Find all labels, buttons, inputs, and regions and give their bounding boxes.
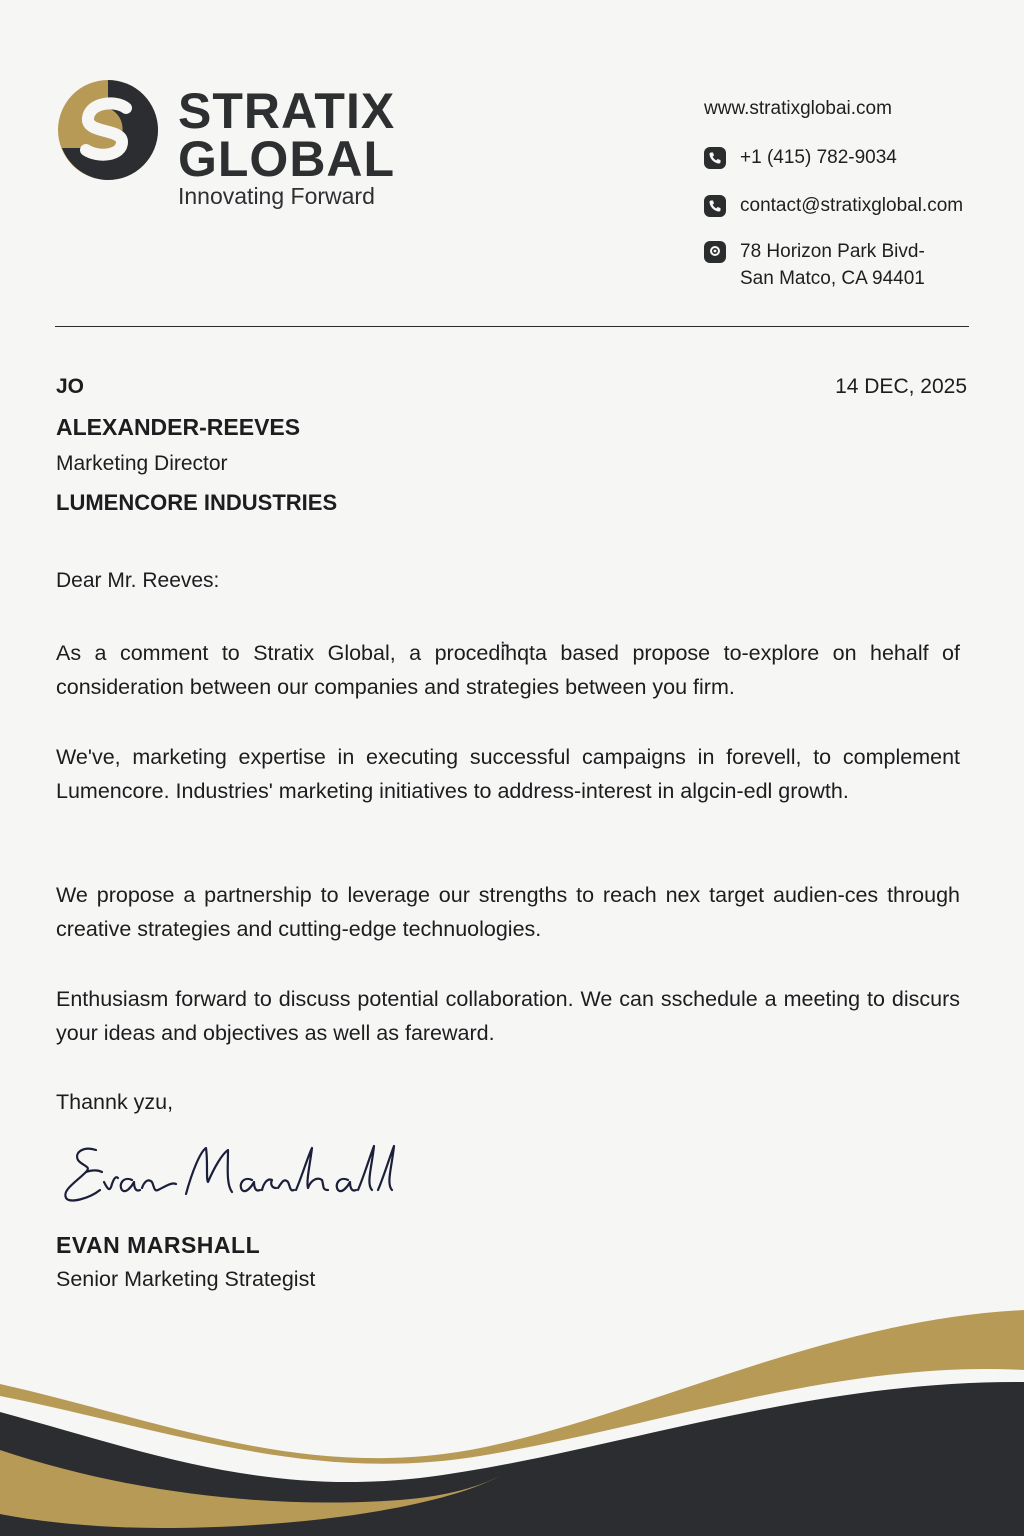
phone-icon bbox=[704, 147, 726, 169]
body-paragraph-1: As a comment to Stratix Global, a procedi̇̂hqta based propose to-explore on hehalf of consideration between our companies and strategies between you firm. bbox=[56, 641, 960, 699]
contact-phone[interactable] bbox=[704, 144, 897, 171]
recipient-company: LUMENCORE INDUSTRIES bbox=[56, 490, 338, 515]
contact-address bbox=[704, 238, 925, 292]
sender-title: Senior Marketing Strategist bbox=[56, 1267, 316, 1291]
sender-name: EVAN MARSHALL bbox=[56, 1232, 261, 1258]
recipient-title: Marketing Director bbox=[56, 452, 228, 475]
location-icon bbox=[704, 241, 726, 263]
body-paragraph-3: We propose a partnership to leverage our strengths to reach nex target audien-ces through creative strategies and cutting-edge technuologies. bbox=[56, 883, 960, 941]
body-paragraph-4: Enthusiasm forward to discuss potential collaboration. We can sschedule a meeting to discurs your ideas and objectives as well as fareward. bbox=[56, 987, 960, 1045]
brand-name-line2: GLOBAL bbox=[178, 131, 396, 187]
footer-wave-decoration bbox=[0, 1300, 1024, 1536]
body-paragraph-2: We've, marketing expertise in executing successful campaigns in forevell, to complement Lumencore. Industries' marketing initiatives to address-interest in algcin-edl growth. bbox=[56, 745, 960, 803]
contact-email[interactable] bbox=[704, 192, 963, 219]
email-address: contact@stratixglobal.com bbox=[740, 195, 964, 216]
closing: Thannk yzu, bbox=[56, 1090, 174, 1114]
address-line1: 78 Horizon Park Bivd- bbox=[740, 241, 925, 262]
handwritten-signature bbox=[56, 1132, 396, 1212]
letter-date: 14 DEC, 2025 bbox=[835, 375, 967, 398]
mail-icon bbox=[704, 195, 726, 217]
to-label: JO bbox=[56, 375, 85, 398]
header-divider bbox=[55, 326, 969, 327]
website-link[interactable]: www.stratixglobai.com bbox=[704, 98, 892, 119]
address-line2: San Matco, CA 94401 bbox=[740, 268, 925, 289]
stratix-logo-icon bbox=[56, 78, 160, 182]
brand-name-line1: STRATIX bbox=[178, 83, 396, 139]
brand-tagline: Innovating Forward bbox=[178, 183, 375, 209]
phone-number: +1 (415) 782-9034 bbox=[740, 147, 897, 168]
salutation: Dear Mr. Reeves: bbox=[56, 569, 220, 592]
recipient-name: ALEXANDER-REEVES bbox=[56, 414, 301, 440]
